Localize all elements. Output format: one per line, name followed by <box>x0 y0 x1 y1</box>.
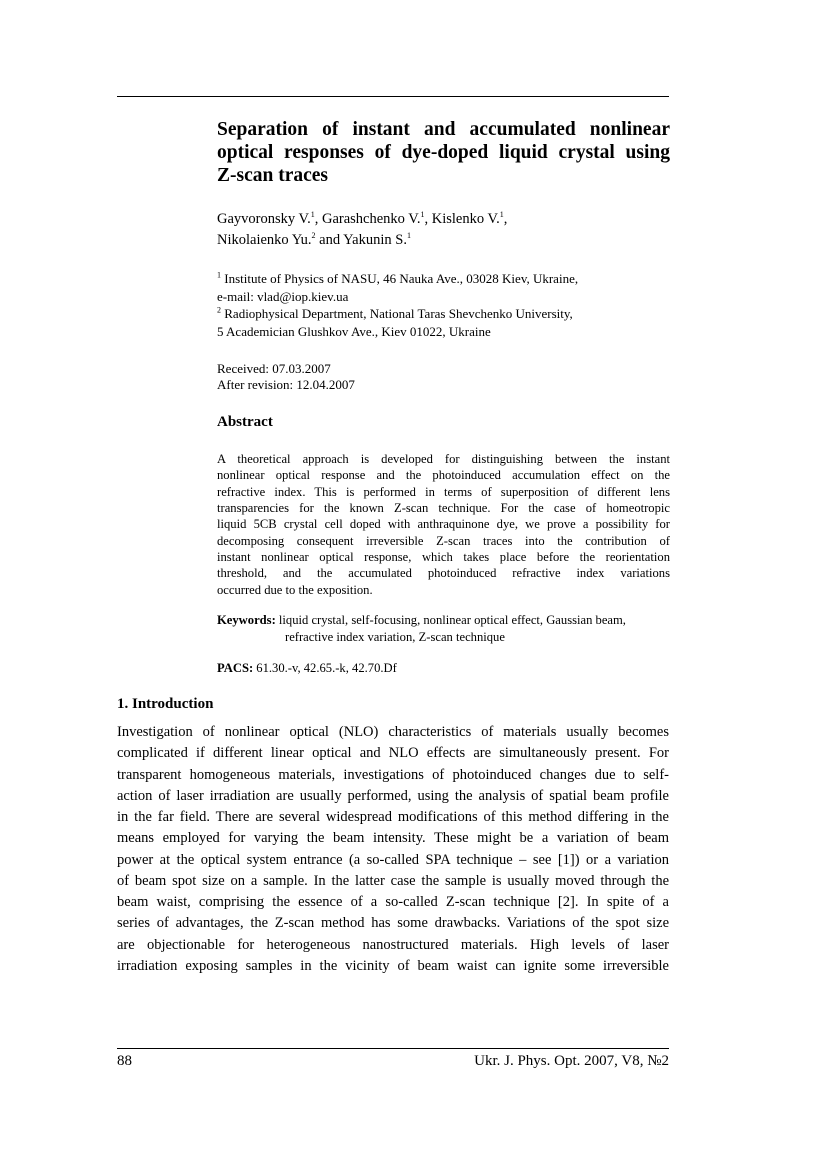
title-line: Z-scan traces <box>217 165 329 186</box>
keywords-label: Keywords: <box>217 613 276 627</box>
body-line: action of laser irradiation are usually performed, using the analysis of spatial beam profile <box>117 787 669 804</box>
author-name: Gayvoronsky V. <box>217 211 311 227</box>
header-rule <box>117 96 669 97</box>
body-line: are objectionable for heterogeneous nanostructured materials. High levels of laser <box>117 936 669 953</box>
author-name: Nikolaienko Yu. <box>217 232 312 248</box>
keywords-text: refractive index variation, Z-scan technique <box>285 630 505 644</box>
pacs-value: 61.30.-v, 42.65.-k, 42.70.Df <box>253 661 397 675</box>
body-line: series of advantages, the Z-scan method has some drawbacks. Variations of the spot size <box>117 915 669 932</box>
revision-date: After revision: 12.04.2007 <box>217 377 355 392</box>
body-line: in the far field. There are several widespread modifications of this method differing in the <box>117 809 669 825</box>
author-list <box>217 209 670 251</box>
body-line: transparent homogeneous materials, investigations of photoinduced changes due to self- <box>117 766 669 783</box>
affiliation-line <box>217 305 670 323</box>
affiliation-marker: 1 <box>310 210 315 220</box>
section-heading: 1. Introduction <box>117 696 214 712</box>
author-line <box>217 209 670 230</box>
abstract-line: nonlinear optical response and the photoinduced accumulation effect on the <box>217 468 670 483</box>
affiliation-marker: 1 <box>499 210 504 220</box>
author-name: and Yakunin S. <box>315 232 407 248</box>
received-date: Received: 07.03.2007 <box>217 361 331 376</box>
submission-dates <box>217 361 670 393</box>
abstract-line: threshold, and the accumulated photoinduced refractive index variations <box>217 566 670 581</box>
abstract-line: instant nonlinear optical response, which takes place before the reorientation <box>217 550 670 565</box>
abstract-body <box>217 451 670 598</box>
body-line: complicated if different linear optical and NLO effects are simultaneously present. For <box>117 745 669 762</box>
affiliation-address: 5 Academician Glushkov Ave., Kiev 01022, Ukraine <box>217 323 491 339</box>
abstract-line: refractive index. This is performed in terms of superposition of different lens <box>217 484 670 499</box>
body-line: of beam spot size on a sample. In the latter case the sample is usually moved through the <box>117 872 669 889</box>
affiliations <box>217 270 670 340</box>
title-line: Separation of instant and accumulated nonlinear <box>217 119 670 140</box>
affiliation-marker: 1 <box>406 231 411 241</box>
introduction-body <box>117 722 669 977</box>
affiliation-marker: 2 <box>311 231 316 241</box>
keywords <box>217 612 670 646</box>
paper-title <box>217 118 670 187</box>
author-line <box>217 230 670 251</box>
body-line: means employed for varying the beam intensity. These might be a variation of beam <box>117 830 669 847</box>
footer-rule <box>117 1048 669 1049</box>
affiliation-marker: 1 <box>420 210 425 220</box>
abstract-line: A theoretical approach is developed for distinguishing between the instant <box>217 452 670 466</box>
body-line: beam waist, comprising the essence of a so-called Z-scan technique [2]. In spite of a <box>117 894 669 910</box>
author-name: , Garashchenko V. <box>314 211 421 227</box>
author-separator: , <box>503 211 508 227</box>
affiliation-text: Institute of Physics of NASU, 46 Nauka Ave., 03028 Kiev, Ukraine, <box>221 271 579 286</box>
abstract-line: liquid 5CB crystal cell doped with anthraquinone dye, we prove a possibility for <box>217 517 670 532</box>
pacs-label: PACS: <box>217 661 254 675</box>
abstract-line: decomposing consequent irreversible Z-scan traces into the contribution of <box>217 533 670 548</box>
pacs-codes <box>217 661 397 676</box>
body-line: power at the optical system entrance (a so-called SPA technique – see [1]) or a variation <box>117 851 669 868</box>
body-line: irradiation exposing samples in the vicinity of beam waist can ignite some irreversible <box>117 957 669 974</box>
keywords-line <box>217 612 670 629</box>
affiliation-marker: 1 <box>217 270 221 280</box>
title-line: optical responses of dye-doped liquid crystal using <box>217 142 670 163</box>
author-name: , Kislenko V. <box>424 211 500 227</box>
body-line: Investigation of nonlinear optical (NLO) characteristics of materials usually becomes <box>117 724 669 740</box>
abstract-line: transparencies for the known Z-scan technique. For the case of homeotropic <box>217 501 670 516</box>
abstract-line: occurred due to the exposition. <box>217 582 373 597</box>
journal-citation: Ukr. J. Phys. Opt. 2007, V8, №2 <box>474 1053 669 1069</box>
page-number: 88 <box>117 1053 132 1069</box>
affiliation-marker: 2 <box>217 305 221 315</box>
affiliation-text: Radiophysical Department, National Taras Shevchenko University, <box>221 306 573 321</box>
contact-email: e-mail: vlad@iop.kiev.ua <box>217 288 349 304</box>
keywords-text: liquid crystal, self-focusing, nonlinear optical effect, Gaussian beam, <box>275 613 626 627</box>
abstract-heading: Abstract <box>217 414 273 430</box>
affiliation-line <box>217 270 670 288</box>
